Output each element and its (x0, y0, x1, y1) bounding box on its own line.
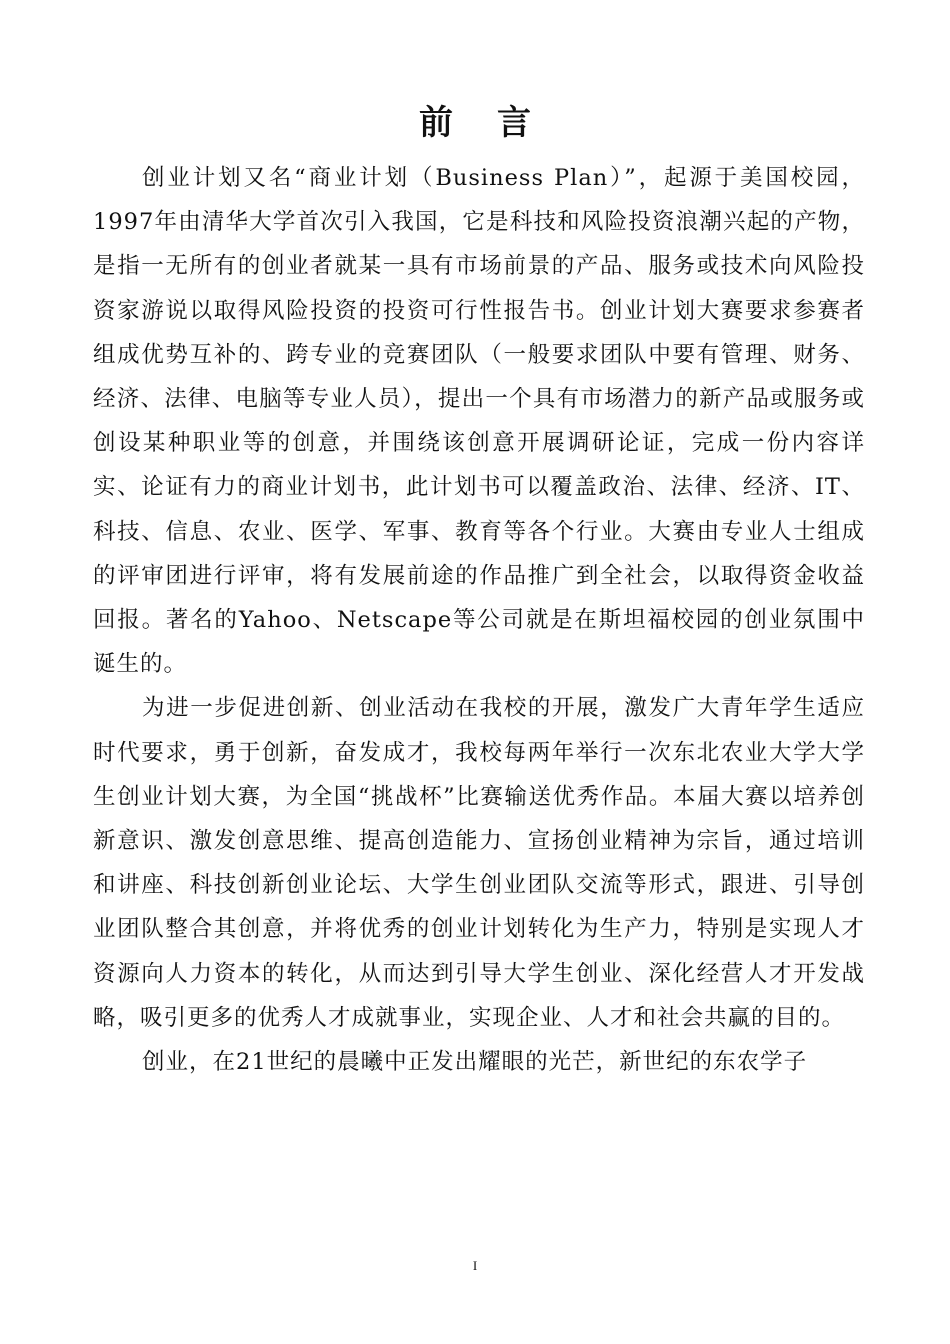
paragraph-1: 创业计划又名“商业计划（Business Plan）”，起源于美国校园，1997年由清华大学首次引入我国，它是科技和风险投资浪潮兴起的产物，是指一无所有的创业者就某一具有市场前景的产品、服务或技术向风险投资家游说以取得风险投资的投资可行性报告书。创业计划大赛要求参赛者组成优势互补的、跨专业的竞赛团队（一般要求团队中要有管理、财务、经济、法律、电脑等专业人员），提出一个具有市场潜力的新产品或服务或创设某种职业等的创意，并围绕该创意开展调研论证，完成一份内容详实、论证有力的商业计划书，此计划书可以覆盖政治、法律、经济、IT、科技、信息、农业、医学、军事、教育等各个行业。大赛由专业人士组成的评审团进行评审，将有发展前途的作品推广到全社会，以取得资金收益回报。著名的Yahoo、Netscape等公司就是在斯坦福校园的创业氛围中诞生的。 (93, 165, 865, 678)
body-text (93, 156, 865, 1084)
paragraph-3: 创业，在21世纪的晨曦中正发出耀眼的光芒，新世纪的东农学子 (142, 1049, 808, 1076)
page-title: 前言 (419, 103, 575, 143)
page-number: I (472, 1258, 478, 1273)
paragraph-2: 为进一步促进创新、创业活动在我校的开展，激发广大青年学生适应时代要求，勇于创新，奋发成才，我校每两年举行一次东北农业大学大学生创业计划大赛，为全国“挑战杯”比赛输送优秀作品。本届大赛以培养创新意识、激发创意思维、提高创造能力、宣扬创业精神为宗旨，通过培训和讲座、科技创新创业论坛、大学生创业团队交流等形式，跟进、引导创业团队整合其创意，并将优秀的创业计划转化为生产力，特别是实现人才资源向人力资本的转化，从而达到引导大学生创业、深化经营人才开发战略，吸引更多的优秀人才成就事业，实现企业、人才和社会共赢的目的。 (93, 695, 865, 1031)
